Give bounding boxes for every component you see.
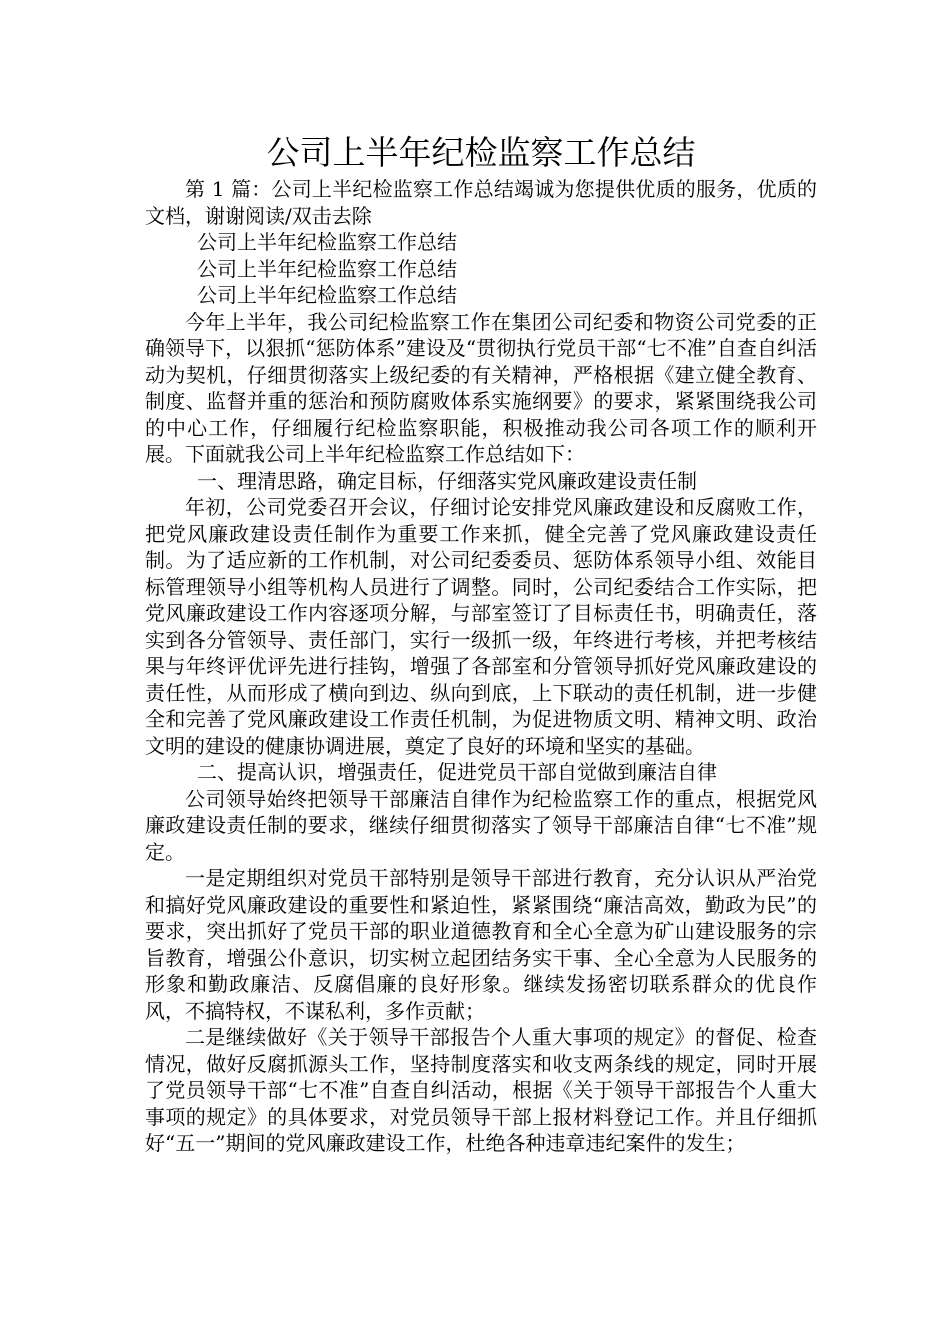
document-page <box>145 130 817 1157</box>
body-paragraph: 年初，公司党委召开会议，仔细讨论安排党风廉政建设和反腐败工作，把党风廉政建设责任制作为重要工作来抓，健全完善了党风廉政建设责任制。为了适应新的工作机制，对公司纪委委员、惩防体系领导小组、效能目标管理领导小组等机构人员进行了调整。同时，公司纪委结合工作实际，把党风廉政建设工作内容逐项分解，与部室签订了目标责任书，明确责任，落实到各分管领导、责任部门，实行一级抓一级，年终进行考核，并把考核结果与年终评优评先进行挂钩，增强了各部室和分管领导抓好党风廉政建设的责任性，从而形成了横向到边、纵向到底，上下联动的责任机制，进一步健全和完善了党风廉政建设工作责任机制，为促进物质文明、精神文明、政治文明的建设的健康协调进展，奠定了良好的环境和坚实的基础。 <box>145 495 817 758</box>
body-paragraph: 二是继续做好《关于领导干部报告个人重大事项的规定》的督促、检查情况，做好反腐抓源头工作，坚持制度落实和收支两条线的规定，同时开展了党员领导干部“七不准”自查自纠活动，根据《关于领导干部报告个人重大事项的规定》的具体要求，对党员领导干部上报材料登记工作。并且仔细抓好“五一”期间的党风廉政建设工作，杜绝各种违章违纪案件的发生； <box>145 1025 817 1155</box>
intro-paragraph: 第 1 篇：公司上半纪检监察工作总结竭诚为您提供优质的服务，优质的文档，谢谢阅读/双击去除 <box>145 177 817 228</box>
repeated-title-line: 公司上半年纪检监察工作总结 <box>197 230 457 254</box>
body-paragraph: 一是定期组织对党员干部特别是领导干部进行教育，充分认识从严治党和搞好党风廉政建设的重要性和紧迫性，紧紧围绕“廉洁高效，勤政为民”的要求，突出抓好了党员干部的职业道德教育和全心全意为矿山建设服务的宗旨教育，增强公仆意识，切实树立起团结务实干事、全心全意为人民服务的形象和勤政廉洁、反腐倡廉的良好形象。继续发扬密切联系群众的优良作风，不搞特权，不谋私利，多作贡献； <box>145 866 817 1023</box>
section-heading: 一、理清思路，确定目标，仔细落实党风廉政建设责任制 <box>197 468 697 493</box>
repeated-title-line: 公司上半年纪检监察工作总结 <box>197 283 457 307</box>
body-paragraph: 公司领导始终把领导干部廉洁自律作为纪检监察工作的重点，根据党风廉政建设责任制的要求，继续仔细贯彻落实了领导干部廉洁自律“七不准”规定。 <box>145 786 817 864</box>
repeated-title-line: 公司上半年纪检监察工作总结 <box>197 256 457 281</box>
document-title: 公司上半年纪检监察工作总结 <box>266 133 696 172</box>
section-heading: 二、提高认识，增强责任，促进党员干部自觉做到廉洁自律 <box>197 760 717 784</box>
body-paragraph: 今年上半年，我公司纪检监察工作在集团公司纪委和物资公司党委的正确领导下，以狠抓“惩防体系”建设及“贯彻执行党员干部“七不准”自查自纠活动为契机，仔细贯彻落实上级纪委的有关精神，严格根据《建立健全教育、制度、监督并重的惩治和预防腐败体系实施纲要》的要求，紧紧围绕我公司的中心工作，仔细履行纪检监察职能，积极推动我公司各项工作的顺利开展。下面就我公司上半年纪检监察工作总结如下： <box>145 309 817 466</box>
